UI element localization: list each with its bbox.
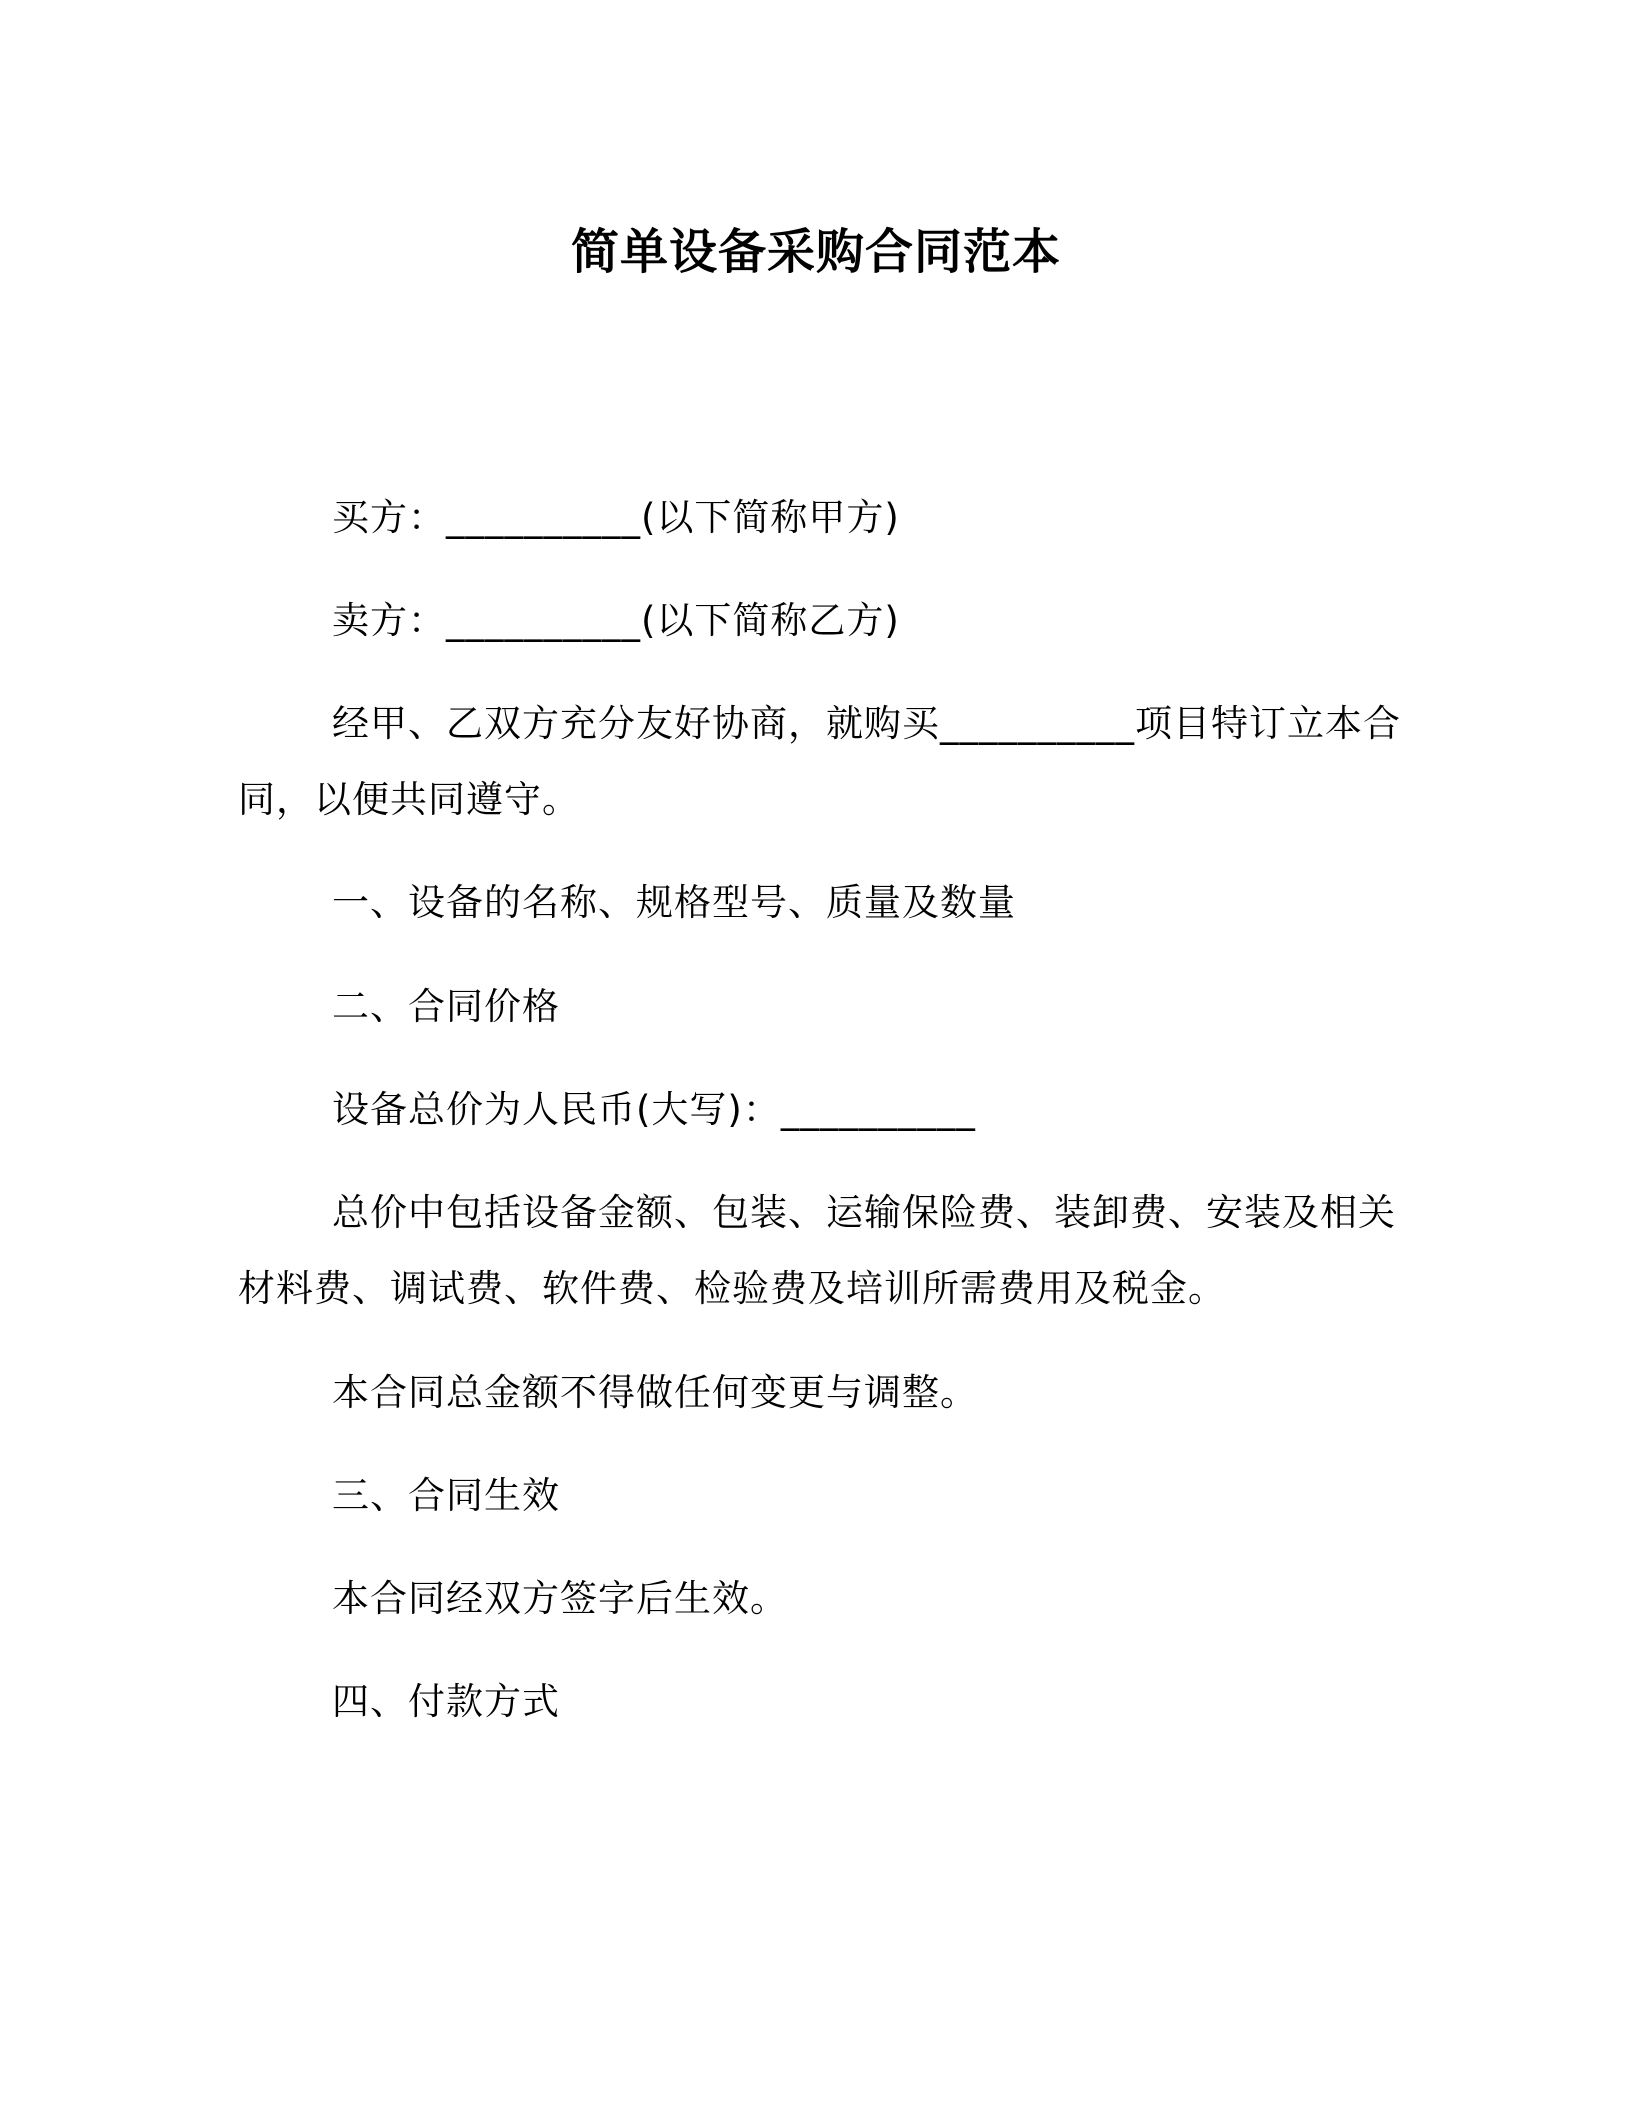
document-title: 简单设备采购合同范本 [570,224,1061,280]
intro-paragraph-line-1: 经甲、乙双方充分友好协商，就购买__________项目特订立本合 [332,702,1401,745]
total-price-line: 设备总价为人民币(大写)：__________ [332,1088,976,1131]
buyer-line: 买方：__________(以下简称甲方) [332,496,900,539]
section-1-heading: 一、设备的名称、规格型号、质量及数量 [332,881,1016,924]
section-4-heading: 四、付款方式 [332,1680,560,1723]
seller-line: 卖方：__________(以下简称乙方) [332,599,900,642]
effective-line: 本合同经双方签字后生效。 [332,1577,788,1620]
intro-paragraph-line-2: 同，以便共同遵守。 [238,778,580,821]
price-includes-line-2: 材料费、调试费、软件费、检验费及培训所需费用及税金。 [238,1267,1226,1310]
section-3-heading: 三、合同生效 [332,1474,560,1517]
section-2-heading: 二、合同价格 [332,985,560,1028]
no-change-line: 本合同总金额不得做任何变更与调整。 [332,1371,978,1414]
price-includes-line-1: 总价中包括设备金额、包装、运输保险费、装卸费、安装及相关 [332,1191,1396,1234]
